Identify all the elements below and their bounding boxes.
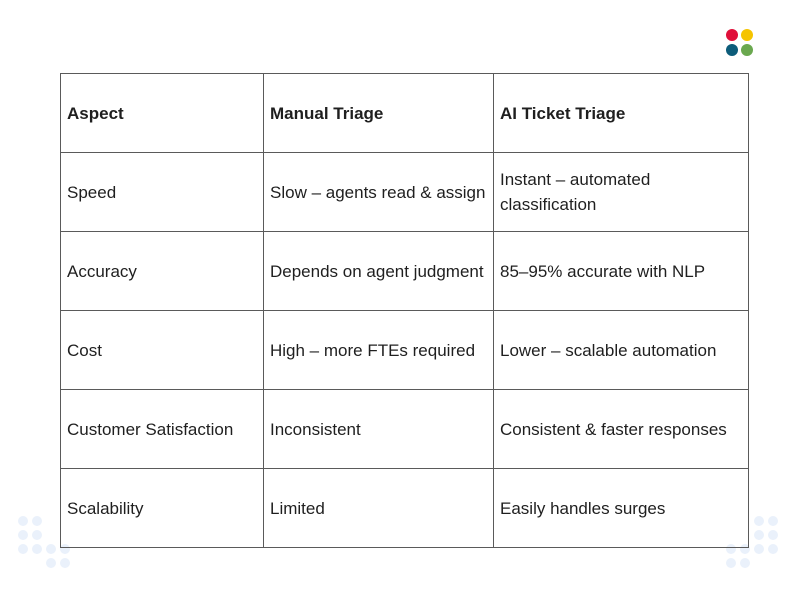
- table-row: [61, 311, 749, 390]
- table-row: [61, 469, 749, 548]
- decorative-dot: [18, 516, 28, 526]
- table-row: [61, 153, 749, 232]
- table-row: [61, 390, 749, 469]
- cell-aspect: Accuracy: [61, 232, 264, 311]
- decorative-dot: [754, 544, 764, 554]
- header-aspect: Aspect: [61, 74, 264, 153]
- cell-aspect: Speed: [61, 153, 264, 232]
- header-ai-ticket-triage: AI Ticket Triage: [494, 74, 749, 153]
- decorative-dot: [60, 558, 70, 568]
- cell-manual: Limited: [264, 469, 494, 548]
- decorative-dot: [740, 558, 750, 568]
- cell-manual: Depends on agent judgment: [264, 232, 494, 311]
- decorative-dot: [32, 544, 42, 554]
- decorative-dot: [754, 530, 764, 540]
- cell-ai: Lower – scalable automation: [494, 311, 749, 390]
- cell-aspect: Scalability: [61, 469, 264, 548]
- logo-dot-green: [741, 44, 753, 56]
- decorative-dot: [32, 530, 42, 540]
- cell-aspect: Cost: [61, 311, 264, 390]
- cell-ai: Easily handles surges: [494, 469, 749, 548]
- cell-ai: 85–95% accurate with NLP: [494, 232, 749, 311]
- cell-ai: Instant – automated classification: [494, 153, 749, 232]
- decorative-dot: [46, 544, 56, 554]
- cell-manual: Inconsistent: [264, 390, 494, 469]
- table-row: [61, 232, 749, 311]
- cell-manual: High – more FTEs required: [264, 311, 494, 390]
- decorative-dot: [768, 544, 778, 554]
- table-header-row: [61, 74, 749, 153]
- logo-dot-yellow: [741, 29, 753, 41]
- cell-manual: Slow – agents read & assign: [264, 153, 494, 232]
- cell-ai: Consistent & faster responses: [494, 390, 749, 469]
- decorative-dot: [32, 516, 42, 526]
- decorative-dot: [768, 530, 778, 540]
- decorative-dot: [46, 558, 56, 568]
- comparison-table: [60, 73, 749, 548]
- cell-aspect: Customer Satisfaction: [61, 390, 264, 469]
- decorative-dot: [726, 558, 736, 568]
- decorative-dot: [768, 516, 778, 526]
- four-dot-logo-icon: [726, 29, 754, 57]
- header-manual-triage: Manual Triage: [264, 74, 494, 153]
- decorative-dot: [18, 530, 28, 540]
- logo-dot-red: [726, 29, 738, 41]
- logo-dot-teal: [726, 44, 738, 56]
- decorative-dot: [754, 516, 764, 526]
- decorative-dot: [18, 544, 28, 554]
